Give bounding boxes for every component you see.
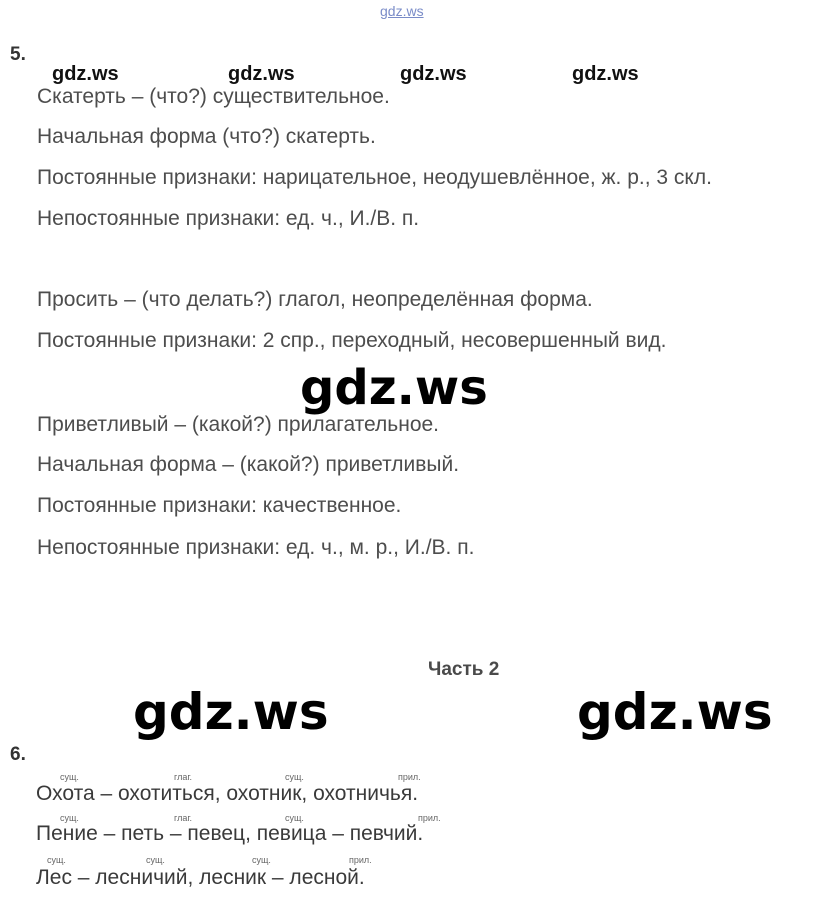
task5-line: Непостоянные признаки: ед. ч., И./В. п. bbox=[37, 207, 420, 230]
watermark-top: gdz.ws bbox=[380, 3, 424, 19]
task5-line: Просить – (что делать?) глагол, неопределённая форма. bbox=[37, 288, 593, 311]
watermark-middle: gdz.ws bbox=[300, 360, 488, 416]
pos-tag: прил. bbox=[398, 772, 421, 782]
task5-line: Постоянные признаки: качественное. bbox=[37, 494, 402, 517]
task-number-6: 6. bbox=[10, 744, 26, 765]
watermark-big-left: gdz.ws bbox=[133, 683, 329, 741]
word-family-line: Пение – петь – певец, певица – певчий. bbox=[36, 822, 424, 845]
pos-tag: сущ. bbox=[285, 813, 304, 823]
pos-tag: сущ. bbox=[285, 772, 304, 782]
task5-line: Начальная форма (что?) скатерть. bbox=[37, 125, 376, 148]
task5-line: Непостоянные признаки: ед. ч., м. р., И./В. п. bbox=[37, 536, 475, 559]
watermark-big-right: gdz.ws bbox=[577, 683, 773, 741]
task5-line: Скатерть – (что?) существительное. bbox=[37, 85, 390, 108]
watermark-small-3: gdz.ws bbox=[400, 63, 467, 85]
word-family-line: Охота – охотиться, охотник, охотничья. bbox=[36, 782, 419, 805]
task5-line: Постоянные признаки: 2 спр., переходный, несовершенный вид. bbox=[37, 329, 667, 352]
task-number-5: 5. bbox=[10, 44, 26, 65]
watermark-small-2: gdz.ws bbox=[228, 63, 295, 85]
pos-tag: глаг. bbox=[174, 772, 193, 782]
part-heading: Часть 2 bbox=[428, 659, 500, 680]
task5-line: Начальная форма – (какой?) приветливый. bbox=[37, 453, 460, 476]
pos-tag: глаг. bbox=[174, 813, 193, 823]
pos-tag: сущ. bbox=[60, 813, 79, 823]
pos-tag: прил. bbox=[349, 855, 372, 865]
pos-tag: прил. bbox=[418, 813, 441, 823]
task5-line: Постоянные признаки: нарицательное, неодушевлённое, ж. р., 3 скл. bbox=[37, 166, 712, 189]
task5-line: Приветливый – (какой?) прилагательное. bbox=[37, 413, 440, 436]
watermark-small-1: gdz.ws bbox=[52, 63, 119, 85]
pos-tag: сущ. bbox=[47, 855, 66, 865]
watermark-small-4: gdz.ws bbox=[572, 63, 639, 85]
pos-tag: сущ. bbox=[146, 855, 165, 865]
word-family-line: Лес – лесничий, лесник – лесной. bbox=[36, 866, 365, 889]
pos-tag: сущ. bbox=[252, 855, 271, 865]
pos-tag: сущ. bbox=[60, 772, 79, 782]
